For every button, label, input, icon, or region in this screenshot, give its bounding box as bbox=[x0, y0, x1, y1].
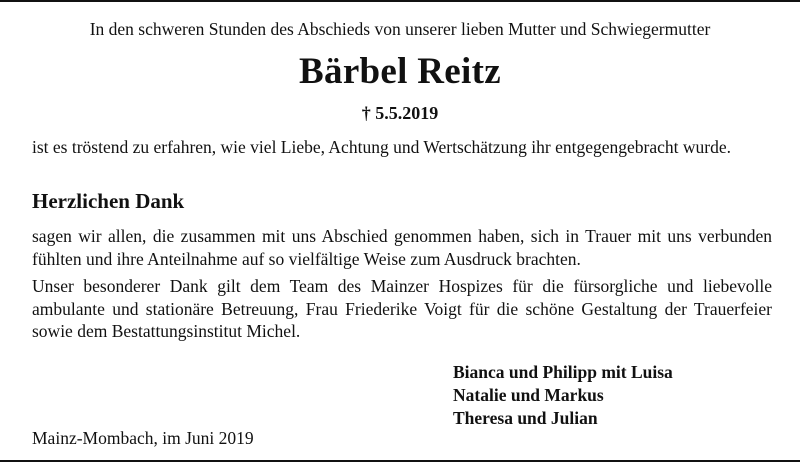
intro-line: In den schweren Stunden des Abschieds von unserer lieben Mutter und Schwiegermutter bbox=[89, 19, 711, 39]
signature-line: Theresa und Julian bbox=[453, 408, 598, 428]
death-date: † 5.5.2019 bbox=[361, 103, 439, 123]
thanks-heading: Herzlichen Dank bbox=[32, 189, 185, 213]
deceased-name: Bärbel Reitz bbox=[299, 51, 501, 92]
paragraph-gratitude: ist es tröstend zu erfahren, wie viel Liebe, Achtung und Wertschätzung ihr entgegengebracht wurde. bbox=[32, 137, 732, 157]
signature-block bbox=[453, 361, 673, 430]
place-and-date: Mainz-Mombach, im Juni 2019 bbox=[32, 428, 254, 448]
paragraph-special-thanks: Unser besonderer Dank gilt dem Team des Mainzer Hospizes für die fürsorgliche und liebevolle ambulante und stationäre Betreuung, Frau Friederike Voigt für die schöne Gestaltung der Trauerfeier sowie dem Bestattungsinstitut Michel. bbox=[32, 276, 772, 341]
paragraph-thanks-all: sagen wir allen, die zusammen mit uns Abschied genommen haben, sich in Trauer mit uns verbunden fühlten und ihre Anteilnahme auf so vielfältige Weise zum Ausdruck brachten. bbox=[32, 226, 772, 269]
signature-line: Natalie und Markus bbox=[453, 385, 604, 405]
signature-line: Bianca und Philipp mit Luisa bbox=[453, 362, 673, 382]
